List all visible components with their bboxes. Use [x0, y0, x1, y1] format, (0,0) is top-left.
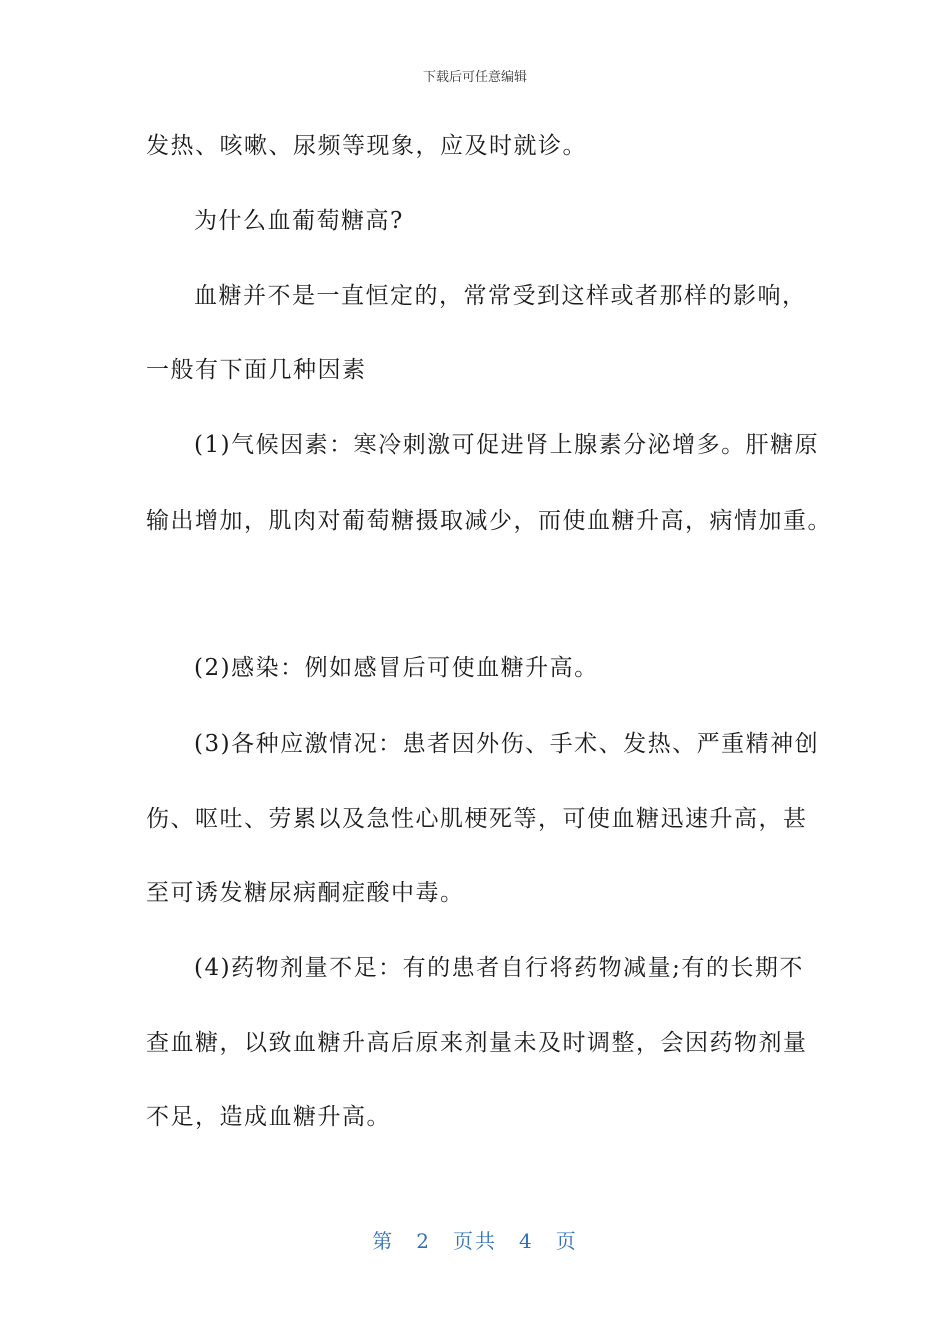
- paragraph-line: 一般有下面几种因素: [146, 357, 367, 383]
- section-heading: 为什么血葡萄糖高?: [194, 208, 404, 234]
- paragraph-line: (4)药物剂量不足：有的患者自行将药物减量;有的长期不: [194, 955, 804, 981]
- page-prefix: 第: [372, 1229, 395, 1253]
- paragraph-line: (3)各种应激情况：患者因外伤、手术、发热、严重精神创: [194, 731, 820, 757]
- paragraph-line: 不足，造成血糖升高。: [146, 1104, 391, 1130]
- paragraph-line: 血糖并不是一直恒定的，常常受到这样或者那样的影响，: [194, 283, 807, 309]
- paragraph-line: 发热、咳嗽、尿频等现象，应及时就诊。: [146, 133, 587, 159]
- paragraph-line: 伤、呕吐、劳累以及急性心肌梗死等，可使血糖迅速升高，甚: [146, 806, 808, 832]
- page-header: 下载后可任意编辑: [422, 70, 527, 85]
- paragraph-line: (2)感染：例如感冒后可使血糖升高。: [194, 655, 599, 681]
- current-page-number: 2: [416, 1229, 431, 1253]
- page-number-footer: [0, 1225, 950, 1254]
- page-suffix: 页: [555, 1229, 578, 1253]
- paragraph-line: 至可诱发糖尿病酮症酸中毒。: [146, 880, 465, 906]
- paragraph-line: (1)气候因素：寒冷刺激可促进肾上腺素分泌增多。肝糖原: [194, 432, 820, 458]
- total-pages-number: 4: [519, 1229, 534, 1253]
- page-middle: 页共: [453, 1229, 497, 1253]
- paragraph-line: 输出增加，肌肉对葡萄糖摄取减少，而使血糖升高，病情加重。: [146, 508, 832, 534]
- paragraph-line: 查血糖，以致血糖升高后原来剂量未及时调整，会因药物剂量: [146, 1030, 808, 1056]
